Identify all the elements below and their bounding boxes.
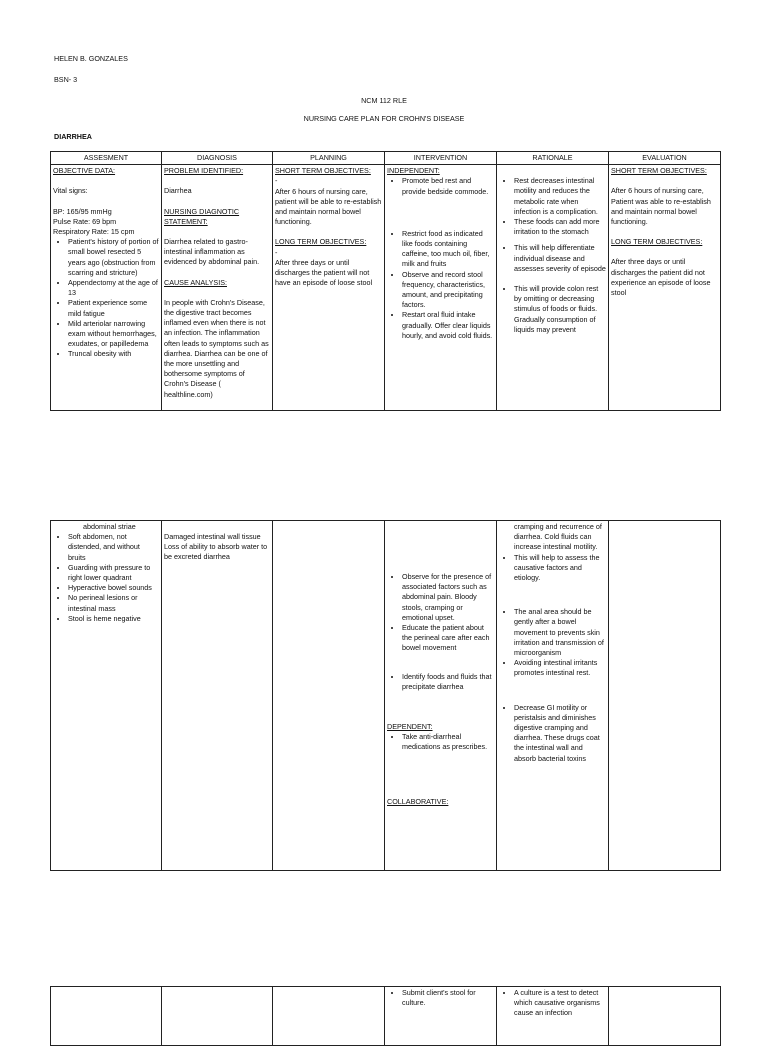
list-item: • This will help to assess the causative factors and etiology. [514,553,606,584]
table-row [51,521,721,871]
diagnosis-continued: Damaged intestinal wall tissue [164,532,261,541]
short-term-text: After 6 hours of nursing care, patient will be able to re-establish and maintain normal bowel functioning. [275,186,382,227]
list-item: • Educate the patient about the perineal care after each bowel movement [402,623,494,654]
subject-code: NCM 112 RLE [361,96,407,105]
list-item: • Mild arteriolar narrowing exam without hemorrhages, exudates, or papilledema [68,319,159,350]
assessment-continued: abdominal striae [83,522,136,531]
course-year: BSN- 3 [54,75,78,84]
planning-cell [273,521,385,871]
short-term-result: After 6 hours of nursing care, Patient was able to re-establish and maintain normal bowel functioning. [611,186,711,227]
independent-heading: INDEPENDENT: [387,166,440,176]
assessment-cell [51,521,162,871]
column-header: EVALUATION [609,152,721,165]
evaluation-cell [609,165,721,411]
list-item: • Hyperactive bowel sounds [68,583,159,593]
list-item: • Observe for the presence of associated factors such as abdominal pain. Bloody stools, cramping or emotional upset. [402,572,494,623]
vital-pulse: Pulse Rate: 69 bpm [53,216,117,226]
vital-signs-label: Vital signs: [53,186,88,196]
assessment-cell [51,987,162,1046]
assessment-cell [51,165,162,411]
short-term-heading: SHORT TERM OBJECTIVES: [611,166,707,176]
list-item: • Take anti-diarrheal medications as prescribes. [402,732,494,752]
student-name: HELEN B. GONZALES [54,54,128,63]
cause-analysis-text: In people with Crohn's Disease, the digestive tract becomes inflamed even when there is not an infection. The inflammation often leads to symptoms such as diarrhea. Diarrhea can be one of the more unsettling and bothersome symptoms of Crohn's Disease ( healthline.com) [164,297,269,399]
list-item: • Stool is heme negative [68,614,159,624]
cause-analysis-heading: CAUSE ANALYSIS: [164,277,227,287]
list-item: • Promote bed rest and provide bedside commode. [402,176,494,196]
column-header: INTERVENTION [385,152,497,165]
evaluation-cell [609,987,721,1046]
table-row [51,987,721,1046]
list-item: • These foods can add more irritation to the stomach [514,217,606,237]
planning-cell [273,165,385,411]
column-header: RATIONALE [497,152,609,165]
vital-respiratory: Respiratory Rate: 15 cpm [53,227,135,237]
diagnosis-cell [162,165,273,411]
care-plan-table-3 [50,986,721,1046]
rationale-continued: cramping and recurrence of diarrhea. Cold fluids can increase intestinal motility. [514,522,602,552]
list-item: • The anal area should be gently after a bowel movement to prevents skin irritation and transmission of microorganism [514,607,606,658]
care-plan-table-2 [50,520,721,871]
list-item: • A culture is a test to detect which causative organisms cause an infection [514,988,606,1019]
dependent-heading: DEPENDENT: [387,722,433,732]
collaborative-heading: COLLABORATIVE: [387,796,449,806]
vital-bp: BP: 165/95 mmHg [53,206,112,216]
short-term-heading: SHORT TERM OBJECTIVES: [275,166,371,176]
list-item: • Submit client's stool for culture. [402,988,494,1008]
rationale-cell [497,165,609,411]
column-header: ASSESMENT [51,152,162,165]
list-item: • Guarding with pressure to right lower quadrant [68,563,159,583]
section-heading: DIARRHEA [54,132,92,141]
evaluation-cell [609,521,721,871]
list-item: • This will help differentiate individual disease and assesses severity of episode [514,243,606,274]
diagnostic-statement-heading: NURSING DIAGNOTIC STATEMENT: [164,206,240,226]
table-row [51,165,721,411]
rationale-cell [497,521,609,871]
diagnosis-cell [162,987,273,1046]
diagnostic-statement: Diarrhea related to gastro-intestinal inflammation as evidenced by abdominal pain. [164,237,260,267]
problem-identified-heading: PROBLEM IDENTIFIED: [164,166,244,176]
care-plan-table-1 [50,151,721,411]
document-title: NURSING CARE PLAN FOR CROHN'S DISEASE [303,114,465,123]
list-item: • Appendectomy at the age of 13 [68,278,159,298]
problem-text: Diarrhea [164,186,192,196]
long-term-heading: LONG TERM OBJECTIVES: [275,237,367,247]
table-header-row [51,152,721,165]
list-item: • Identify foods and fluids that precipitate diarrhea [402,672,494,692]
list-item: • Restrict food as indicated like foods containing caffeine, too much oil, fiber, milk and fruits [402,229,494,270]
list-item: • Patient experience some mild fatigue [68,298,159,318]
rationale-cell [497,987,609,1046]
diagnosis-continued-2: Loss of ability to absorb water to be excreted diarrhea [164,542,268,562]
dash-mark: - [275,176,278,186]
objective-data-heading: OBJECTIVE DATA: [53,166,116,176]
diagnosis-cell [162,521,273,871]
planning-cell [273,987,385,1046]
list-item: • Rest decreases intestinal motility and reduces the metabolic rate when infection is a complication. [514,176,606,217]
long-term-result: After three days or until discharges the patient did not experience an episode of loose stool [611,257,711,298]
intervention-cell [385,521,497,871]
dash-mark: - [275,247,278,257]
long-term-text: After three days or until discharges the patient will not have an episode of loose stool [275,257,373,288]
list-item: • Restart oral fluid intake gradually. Offer clear liquids hourly, and avoid cold fluids. [402,310,494,341]
list-item: • Avoiding intestinal irritants promotes intestinal rest. [514,658,606,678]
list-item: • This will provide colon rest by omitting or decreasing stimulus of foods or fluids. Gradually consumption of liquids may prevent [514,284,606,335]
intervention-cell [385,165,497,411]
list-item: • Patient's history of portion of small bowel resected 5 years ago (obstruction from scarring and stricture) [68,237,159,278]
intervention-cell [385,987,497,1046]
column-header: PLANNING [273,152,385,165]
list-item: • Observe and record stool frequency, characteristics, amount, and precipitating factors. [402,270,494,311]
list-item: • Decrease GI motility or peristalsis and diminishes digestive cramping and diarrhea. These drugs coat the intestinal wall and absorb bacterial toxins [514,703,606,764]
list-item: • Truncal obesity with [68,349,159,359]
long-term-heading: LONG TERM OBJECTIVES: [611,237,703,247]
list-item: • No perineal lesions or intestinal mass [68,593,159,613]
list-item: • Soft abdomen, not distended, and without bruits [68,532,159,563]
column-header: DIAGNOSIS [162,152,273,165]
